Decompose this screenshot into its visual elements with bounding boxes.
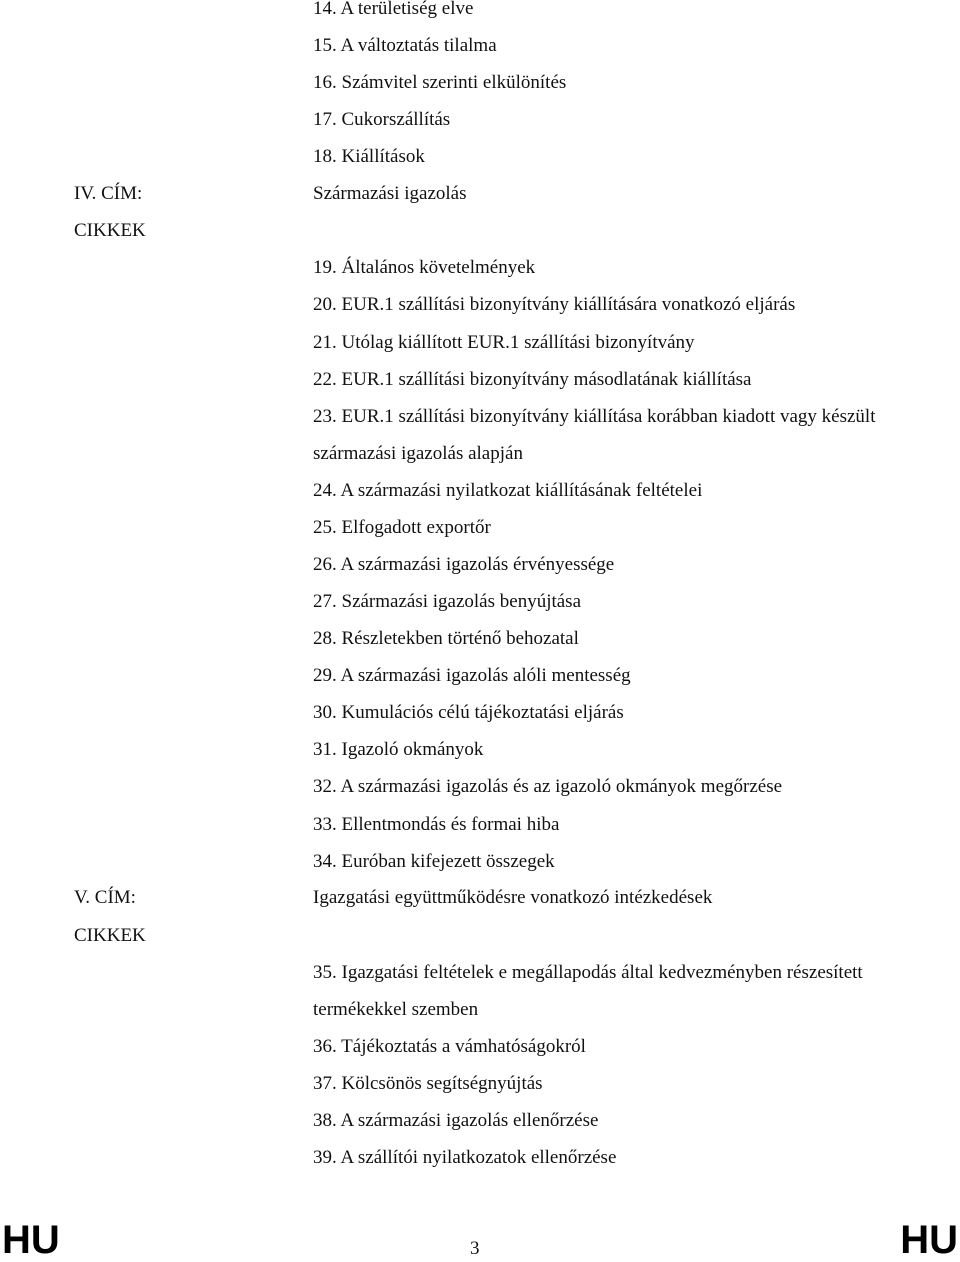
toc-entry: 36. Tájékoztatás a vámhatóságokról [313,1036,586,1057]
toc-entry: 31. Igazoló okmányok [313,739,484,760]
toc-entry: 18. Kiállítások [313,146,425,167]
toc-entry: 32. A származási igazolás és az igazoló okmányok megőrzése [313,776,783,797]
toc-entry: 17. Cukorszállítás [313,109,451,130]
toc-entry: 33. Ellentmondás és formai hiba [313,814,560,835]
toc-entry: 39. A szállítói nyilatkozatok ellenőrzése [313,1147,617,1168]
toc-entry: 29. A származási igazolás alóli mentesség [313,665,631,686]
toc-entry: 24. A származási nyilatkozat kiállításának feltételei [313,480,703,501]
toc-entry: 19. Általános követelmények [313,257,536,278]
toc-entry: 15. A változtatás tilalma [313,35,497,56]
toc-entry: 28. Részletekben történő behozatal [313,628,579,649]
toc-entry: 14. A területiség elve [313,0,474,19]
toc-entry: 35. Igazgatási feltételek e megállapodás által kedvezményben részesített [313,962,863,983]
section-heading: Származási igazolás [313,183,467,204]
toc-entry: 21. Utólag kiállított EUR.1 szállítási bizonyítvány [313,332,695,353]
toc-entry: 34. Euróban kifejezett összegek [313,851,555,872]
toc-entry: 22. EUR.1 szállítási bizonyítvány másodlatának kiállítása [313,369,752,390]
toc-entry: 23. EUR.1 szállítási bizonyítvány kiállítása korábban kiadott vagy készült [313,406,876,427]
toc-entry: 30. Kumulációs célú tájékoztatási eljárás [313,702,624,723]
page-number: 3 [470,1238,480,1259]
section-heading: Igazgatási együttműködésre vonatkozó intézkedések [313,887,713,908]
toc-entry: 25. Elfogadott exportőr [313,517,491,538]
toc-entry: 26. A származási igazolás érvényessége [313,554,615,575]
title-iv-heading: IV. CÍM: [74,183,143,204]
toc-entry-continuation: származási igazolás alapján [313,443,523,464]
title-v-heading: V. CÍM: [74,887,136,908]
footer-language-mark-left: HU [2,1218,60,1262]
footer-language-mark-right: HU [900,1218,958,1262]
title-v-articles-label: CIKKEK [74,925,146,946]
toc-entry: 16. Számvitel szerinti elkülönítés [313,72,567,93]
toc-entry: 38. A származási igazolás ellenőrzése [313,1110,599,1131]
toc-entry: 20. EUR.1 szállítási bizonyítvány kiállítására vonatkozó eljárás [313,294,796,315]
toc-entry: 37. Kölcsönös segítségnyújtás [313,1073,543,1094]
toc-entry-continuation: termékekkel szemben [313,999,479,1020]
title-iv-articles-label: CIKKEK [74,220,146,241]
toc-entry: 27. Származási igazolás benyújtása [313,591,582,612]
